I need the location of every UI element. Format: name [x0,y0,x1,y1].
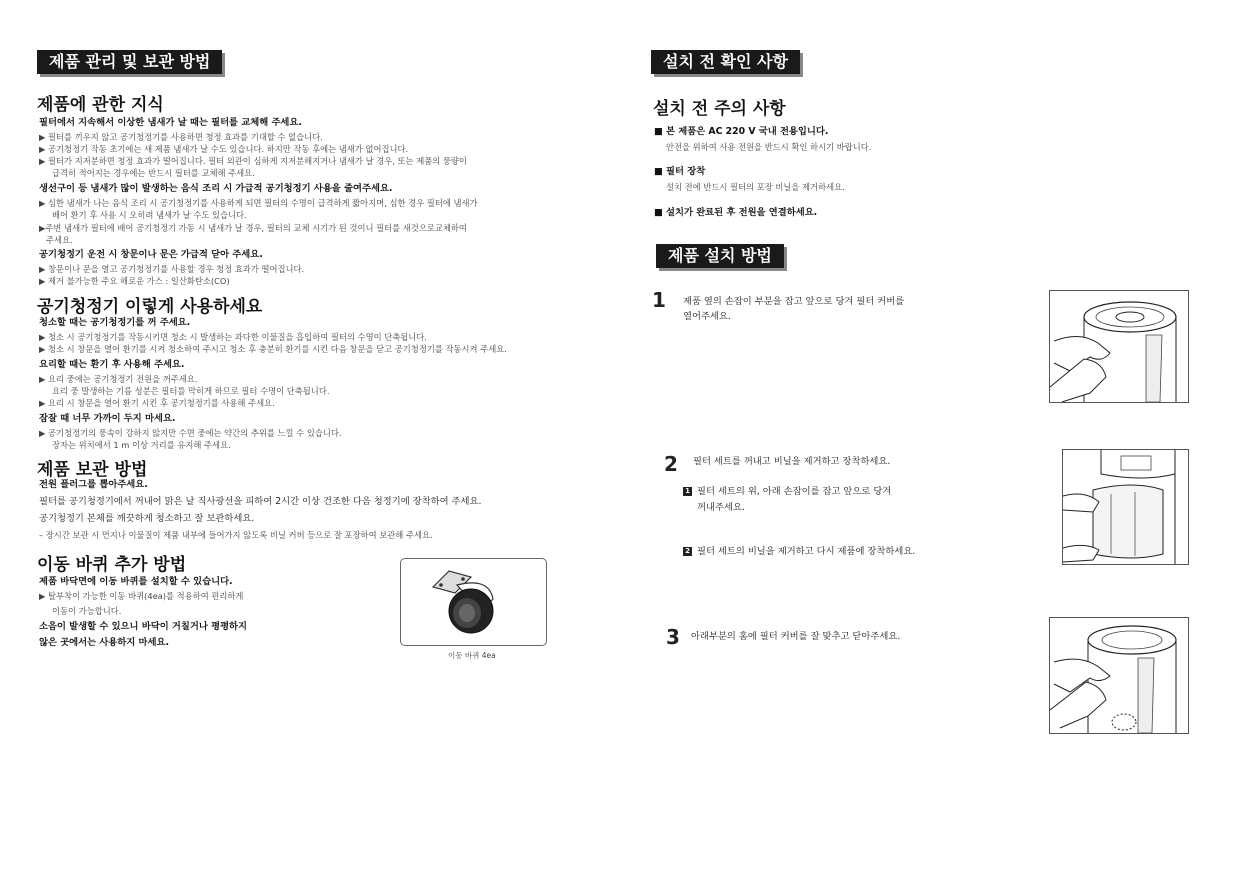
step-1-image [1049,290,1189,403]
usage-line-1: 청소할 때는 공기청정기를 꺼 주세요. [39,317,191,328]
step-2-sub-2-line: 필터 세트의 비닐을 제거하고 다시 제품에 장착하세요. [697,546,916,557]
remove-filter-illustration [1063,450,1188,564]
storage-line-4: – 장시간 보관 시 먼지나 이물질이 제품 내부에 들어가지 않도록 비닐 커버 등으로 잘 포장하여 보관해 주세요. [39,530,433,540]
storage-line-1: 전원 플러그를 뽑아주세요. [39,479,148,490]
caster-wheel-icon [401,559,546,645]
knowledge-title: 제품에 관한 지식 [37,95,164,115]
caution-line-5: ■ 설치가 완료된 후 전원을 연결하세요. [654,207,818,218]
step-2-sub-1-line-1: 필터 세트의 위, 아래 손잡이를 잡고 앞으로 당겨 [697,486,892,497]
step-1-line-1: 제품 옆의 손잡이 부분을 잡고 앞으로 당겨 필터 커버를 [683,296,905,307]
storage-title: 제품 보관 방법 [37,460,148,480]
step-2-line-1: 필터 세트를 꺼내고 비닐을 제거하고 장착하세요. [693,456,891,467]
knowledge-line-8: 배어 환기 후 사용 시 오히려 냄새가 날 수도 있습니다. [52,210,247,220]
usage-line-9: ▶ 공기청정기의 풍속이 강하지 않지만 수면 중에는 약간의 추위를 느낄 수 있습니다. [39,428,342,438]
knowledge-line-10: 주세요. [46,235,73,245]
step-2-image [1062,449,1189,565]
usage-line-2: ▶ 청소 시 공기청정기를 작동시키면 청소 시 발생하는 과다한 이물질을 흡입하여 필터의 수명이 단축됩니다. [39,332,427,342]
step-3-line-1: 아래부분의 홈에 필터 커버를 잘 맞추고 닫아주세요. [691,631,901,642]
usage-line-6: 요리 중 발생하는 기름 성분은 필터를 막히게 하므로 필터 수명이 단축됩니다. [52,386,330,396]
knowledge-line-6: 생선구이 등 냄새가 많이 발생하는 음식 조리 시 가급적 공기청정기 사용을 줄여주세요. [39,183,393,194]
knowledge-line-3: ▶ 공기청정기 작동 초기에는 새 제품 냄새가 날 수도 있습니다. 하지만 작동 후에는 냄새가 없어집니다. [39,144,409,154]
usage-line-3: ▶ 청소 시 창문을 열어 환기를 시켜 청소하여 주시고 청소 후 충분히 환기를 시킨 다음 창문을 닫고 공기청정기를 작동시켜 주세요. [39,344,507,354]
usage-line-8: 잠잘 때 너무 가까이 두지 마세요. [39,413,176,424]
wheel-image [400,558,547,646]
wheel-caption: 이동 바퀴 4ea [448,651,496,660]
section-header-install: 제품 설치 방법 [656,244,784,268]
step-3-image [1049,617,1189,734]
caution-line-2: 안전을 위하여 사용 전원을 반드시 확인 하시기 바랍니다. [666,142,872,152]
step-3-number: 3 [666,625,680,649]
knowledge-line-13: ▶ 제거 불가능한 주요 해로운 가스 : 일산화탄소(CO) [39,276,230,286]
usage-title: 공기청정기 이렇게 사용하세요 [37,297,263,317]
caution-line-4: 설치 전에 반드시 필터의 포장 비닐을 제거하세요. [666,182,845,192]
wheel-line-3: 이동이 가능합니다. [52,606,122,616]
wheel-line-5: 않은 곳에서는 사용하지 마세요. [39,637,169,648]
usage-line-4: 요리할 때는 환기 후 사용해 주세요. [39,359,185,370]
wheel-line-2: ▶ 탈부착이 가능한 이동 바퀴(4ea)를 적용하여 편리하게 [39,591,244,601]
knowledge-line-12: ▶ 창문이나 문을 열고 공기청정기를 사용할 경우 청정 효과가 떨어집니다. [39,264,305,274]
sub-step-2-marker: 2 [683,547,692,556]
wheel-line-1: 제품 바닥면에 이동 바퀴를 설치할 수 있습니다. [39,576,233,587]
caution-line-1: ■ 본 제품은 AC 220 V 국내 전용입니다. [654,126,829,137]
knowledge-line-5: 급격히 적어지는 경우에는 반드시 필터를 교체해 주세요. [52,168,255,178]
usage-line-10: 장자는 위치에서 1 m 이상 거리를 유지해 주세요. [52,440,231,450]
caution-line-3: ■ 필터 장착 [654,166,706,177]
sub-step-1-marker: 1 [683,487,692,496]
knowledge-line-7: ▶ 심한 냄새가 나는 음식 조리 시 공기청정기를 사용하게 되면 필터의 수명이 급격하게 짧아지며, 심한 경우 필터에 냄새가 [39,198,478,208]
knowledge-line-2: ▶ 필터를 끼우지 않고 공기청정기를 사용하면 청정 효과를 기대할 수 없습니다. [39,132,323,142]
section-header-check: 설치 전 확인 사항 [651,50,800,74]
section-header-care: 제품 관리 및 보관 방법 [37,50,222,74]
close-filter-cover-illustration [1050,618,1188,733]
storage-line-3: 공기청정기 본체를 깨끗하게 청소하고 잘 보관하세요. [39,513,255,524]
wheel-title: 이동 바퀴 추가 방법 [37,555,187,575]
knowledge-line-11: 공기청정기 운전 시 창문이나 문은 가급적 닫아 주세요. [39,249,263,260]
wheel-line-4: 소음이 발생할 수 있으니 바닥이 거칠거나 평평하지 [39,621,248,632]
step-2-sub-1-line-2: 꺼내주세요. [697,502,745,513]
step-1-line-2: 열어주세요. [683,311,731,322]
usage-line-5: ▶ 요리 중에는 공기청정기 전원을 꺼주세요. [39,374,198,384]
open-filter-cover-illustration [1050,291,1188,402]
knowledge-line-4: ▶ 필터가 지저분하면 청정 효과가 떨어집니다. 필터 외관이 심하게 지저분해지거나 냄새가 날 경우, 또는 제품의 풍량이 [39,156,467,166]
step-1-number: 1 [652,288,666,312]
caution-title: 설치 전 주의 사항 [653,99,786,119]
usage-line-7: ▶ 요리 시 창문을 열어 환기 시킨 후 공기청정기를 사용해 주세요. [39,398,275,408]
knowledge-line-1: 필터에서 지속해서 이상한 냄새가 날 때는 필터를 교체해 주세요. [39,117,302,128]
step-2-number: 2 [664,452,678,476]
knowledge-line-9: ▶주변 냄새가 필터에 배어 공기청정기 가동 시 냄새가 날 경우, 필터의 교체 시기가 된 것이니 필터를 새것으로교체하여 [39,223,467,233]
storage-line-2: 필터를 공기청정기에서 꺼내어 맑은 날 직사광선을 피하여 2시간 이상 건조한 다음 청정기에 장착하여 주세요. [39,496,482,507]
